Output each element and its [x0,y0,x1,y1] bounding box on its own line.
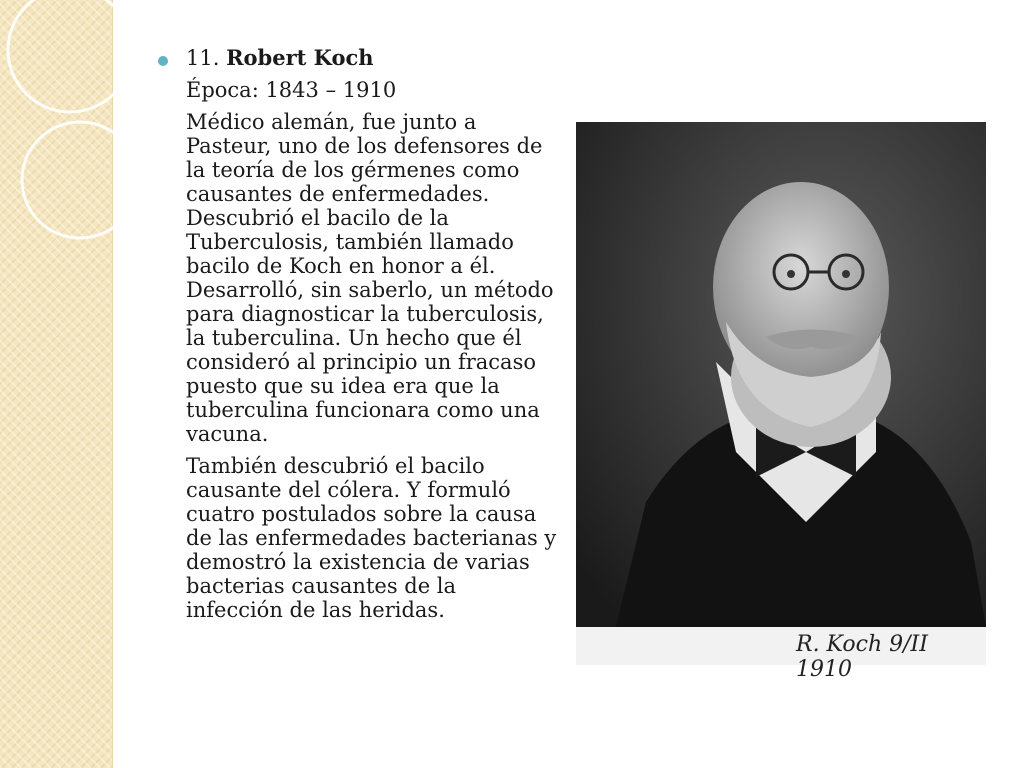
signature: R. Koch 9/II 1910 [796,632,928,682]
bullet-icon [158,56,168,66]
paragraph-discoveries: También descubrió el bacilo causante del cólera. Y formuló cuatro postulados sobre la causa de las enfermedades bacterianas y demostró la existencia de varias bacterias causantes de la infección de las heridas. [186,454,557,622]
slide-number: 11. [186,46,220,70]
decorative-circles [0,0,112,768]
decorative-side-band [0,0,113,768]
paragraph-biography: Médico alemán, fue junto a Pasteur, uno de los defensores de la teoría de los gérmenes como causantes de enfermedades. Descubrió el bacilo de la Tuberculosis, también llamado bacilo de Koch en honor a él. Desarrolló, sin saberlo, un método para diagnosticar la tuberculosis, la tuberculina. Un hecho que él consideró al principio un fracaso puesto que su idea era que la tuberculina funcionara como una vacuna. [186,110,554,446]
slide-text [186,46,558,630]
era-text: Época: 1843 – 1910 [186,78,397,102]
person-name: Robert Koch [226,45,374,70]
portrait-photo [576,122,986,682]
portrait-illustration [576,122,986,665]
slide-title [186,46,558,70]
